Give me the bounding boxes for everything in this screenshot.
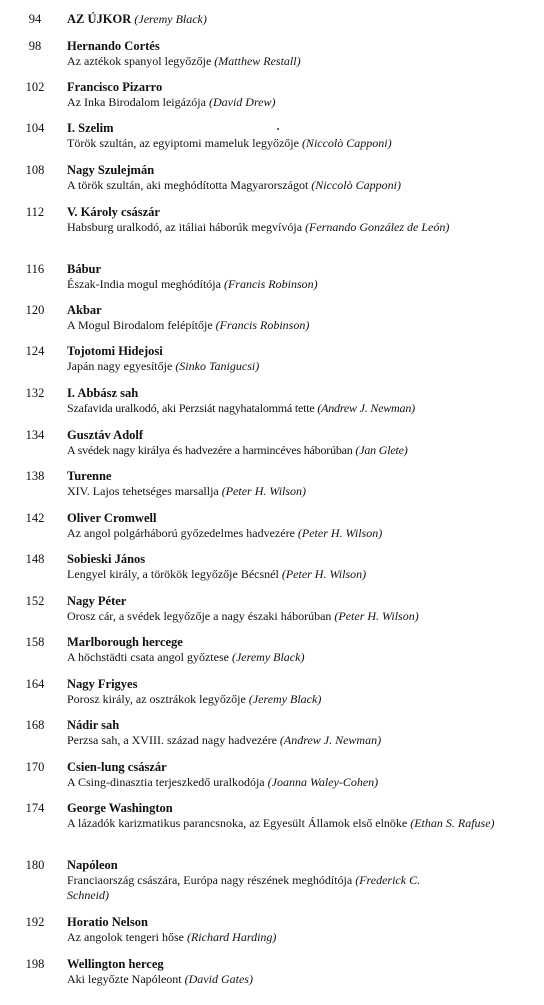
page-number: 180 bbox=[25, 858, 45, 872]
entry-desc: Török szultán, az egyiptomi mameluk legyőzője bbox=[67, 136, 302, 150]
entry-author: (David Gates) bbox=[184, 972, 253, 986]
page-number: 158 bbox=[25, 635, 45, 649]
page-number: 164 bbox=[25, 677, 45, 691]
entry-author: (Andrew J. Newman) bbox=[279, 733, 382, 747]
entry-body bbox=[67, 205, 484, 235]
entry-description bbox=[67, 277, 530, 292]
entry-author: (Fernando González de León) bbox=[305, 220, 450, 234]
entry-body bbox=[67, 12, 530, 27]
page-number: 124 bbox=[25, 344, 45, 358]
entry-desc: Porosz király, az osztrákok legyőzője bbox=[67, 692, 249, 706]
entry-author: (Frederick C. Schneid) bbox=[67, 873, 421, 902]
entry-title: Turenne bbox=[67, 469, 112, 483]
entry-title: Napóleon bbox=[67, 858, 118, 872]
entry-desc: Észak-India mogul meghódítója bbox=[67, 277, 224, 291]
entry-description bbox=[67, 775, 530, 790]
entry-author: (Niccolò Capponi) bbox=[301, 136, 392, 150]
entry-description bbox=[67, 650, 530, 665]
entry-description bbox=[67, 136, 530, 151]
page-number: 198 bbox=[25, 957, 45, 971]
entry-author: (Jeremy Black) bbox=[248, 692, 322, 706]
entry-author: (Matthew Restall) bbox=[214, 54, 301, 68]
section-heading bbox=[67, 12, 530, 27]
page-number: 102 bbox=[25, 80, 45, 94]
entry-desc: Lengyel király, a törökök legyőzője Bécsnél bbox=[67, 567, 282, 581]
entry-description bbox=[67, 359, 530, 374]
speck-mark bbox=[277, 128, 279, 130]
entry-author: (Peter H. Wilson) bbox=[281, 567, 367, 581]
page-number: 152 bbox=[25, 594, 45, 608]
entry-desc: Szafavida uralkodó, aki Perzsiát nagyhatalommá tette bbox=[67, 401, 318, 415]
entry-description bbox=[67, 95, 530, 110]
entry-title: Marlborough hercege bbox=[67, 635, 183, 649]
entry-title: Francisco Pizarro bbox=[67, 80, 163, 94]
entry-title: Gusztáv Adolf bbox=[67, 428, 144, 442]
page-number: 120 bbox=[25, 303, 45, 317]
entry-desc: Japán nagy egyesítője bbox=[67, 359, 176, 373]
page-number: 134 bbox=[25, 428, 45, 442]
entry-body bbox=[67, 121, 530, 151]
entry-body bbox=[67, 80, 530, 110]
page-number: 108 bbox=[25, 163, 45, 177]
entry-description bbox=[67, 484, 530, 499]
page-number: 138 bbox=[25, 469, 45, 483]
entry-desc: Orosz cár, a svédek legyőzője a nagy északi háborúban bbox=[67, 609, 335, 623]
page-number: 116 bbox=[25, 262, 45, 276]
entry-title: Nagy Szulejmán bbox=[67, 163, 155, 177]
page-number: 192 bbox=[25, 915, 45, 929]
entry-desc: Habsburg uralkodó, az itáliai háborúk megvívója bbox=[67, 220, 306, 234]
entry-title: Akbar bbox=[67, 303, 102, 317]
entry-author: (Peter H. Wilson) bbox=[221, 484, 307, 498]
entry-body bbox=[67, 39, 530, 69]
entry-body bbox=[67, 344, 530, 374]
entry-description bbox=[67, 178, 530, 193]
entry-author: (Joanna Waley-Cohen) bbox=[267, 775, 379, 789]
entry-author: (Ethan S. Rafuse) bbox=[410, 816, 495, 830]
entry-title: Bábur bbox=[67, 262, 102, 276]
entry-desc: Az angol polgárháború győzedelmes hadvezére bbox=[67, 526, 298, 540]
entry-author: (David Drew) bbox=[208, 95, 276, 109]
entry-author: (Andrew J. Newman) bbox=[317, 401, 415, 415]
entry-body bbox=[67, 801, 504, 831]
entry-description bbox=[67, 318, 530, 333]
entry-author: (Jan Glete) bbox=[355, 443, 408, 457]
entry-desc: Perzsa sah, a XVIII. század nagy hadvezére bbox=[67, 733, 280, 747]
entry-desc: A török szultán, aki meghódította Magyarországot bbox=[67, 178, 312, 192]
entry-desc: Franciaország császára, Európa nagy részének meghódítója bbox=[67, 873, 356, 887]
entry-author: (Francis Robinson) bbox=[215, 318, 310, 332]
entry-body bbox=[67, 552, 530, 582]
entry-title: AZ ÚJKOR bbox=[67, 12, 132, 26]
entry-title: Horatio Nelson bbox=[67, 915, 148, 929]
entry-body bbox=[67, 386, 540, 416]
entry-desc: A Csing-dinasztia terjeszkedő uralkodója bbox=[67, 775, 268, 789]
entry-body bbox=[67, 677, 530, 707]
entry-title: Nagy Frigyes bbox=[67, 677, 138, 691]
entry-description bbox=[67, 816, 504, 831]
entry-author: (Sinko Tanigucsi) bbox=[175, 359, 260, 373]
entry-title: Tojotomi Hidejosi bbox=[67, 344, 163, 358]
entry-description bbox=[67, 930, 530, 945]
entry-body bbox=[67, 858, 454, 903]
entry-title: I. Szelim bbox=[67, 121, 114, 135]
entry-description bbox=[67, 567, 530, 582]
page-number: 94 bbox=[28, 12, 42, 26]
entry-description bbox=[67, 733, 530, 748]
entry-description bbox=[67, 609, 530, 624]
entry-body bbox=[67, 915, 530, 945]
entry-title: Nádir sah bbox=[67, 718, 120, 732]
entry-title: Oliver Cromwell bbox=[67, 511, 157, 525]
entry-title: Csien-lung császár bbox=[67, 760, 167, 774]
entry-body bbox=[67, 163, 530, 193]
entry-title: Nagy Péter bbox=[67, 594, 127, 608]
entry-body bbox=[67, 262, 530, 292]
entry-description bbox=[67, 873, 454, 903]
entry-desc: A lázadók karizmatikus parancsnoka, az Egyesült Államok első elnöke bbox=[67, 816, 411, 830]
entry-desc: Az aztékok spanyol legyőzője bbox=[67, 54, 215, 68]
entry-description bbox=[67, 692, 530, 707]
entry-desc: A svédek nagy királya és hadvezére a harmincéves háborúban bbox=[67, 443, 356, 457]
entry-title: Wellington herceg bbox=[67, 957, 164, 971]
entry-body bbox=[67, 635, 530, 665]
page-number: 112 bbox=[25, 205, 45, 219]
entry-author: (Jeremy Black) bbox=[134, 12, 207, 26]
entry-body bbox=[67, 511, 530, 541]
entry-body bbox=[67, 760, 530, 790]
entry-author: (Peter H. Wilson) bbox=[334, 609, 419, 623]
entry-title: George Washington bbox=[67, 801, 173, 815]
page-number: 174 bbox=[25, 801, 45, 815]
entry-desc: Az Inka Birodalom leigázója bbox=[67, 95, 209, 109]
entry-desc: Aki legyőzte Napóleont bbox=[67, 972, 185, 986]
entry-description bbox=[67, 401, 540, 416]
entry-desc: XIV. Lajos tehetséges marsallja bbox=[67, 484, 222, 498]
entry-author: (Richard Harding) bbox=[186, 930, 277, 944]
entry-desc: A höchstädti csata angol győztese bbox=[67, 650, 232, 664]
entry-description bbox=[67, 972, 530, 987]
entry-description bbox=[67, 220, 484, 235]
entry-author: (Jeremy Black) bbox=[231, 650, 305, 664]
entry-title: I. Abbász sah bbox=[67, 386, 139, 400]
page-number: 148 bbox=[25, 552, 45, 566]
entry-desc: Az angolok tengeri hőse bbox=[67, 930, 187, 944]
page-number: 170 bbox=[25, 760, 45, 774]
entry-body bbox=[67, 428, 540, 458]
entry-description bbox=[67, 54, 530, 69]
page-number: 142 bbox=[25, 511, 45, 525]
entry-body bbox=[67, 469, 530, 499]
page-number: 132 bbox=[25, 386, 45, 400]
entry-body bbox=[67, 303, 530, 333]
entry-author: (Peter H. Wilson) bbox=[297, 526, 383, 540]
entry-desc: A Mogul Birodalom felépítője bbox=[67, 318, 216, 332]
page-number: 98 bbox=[28, 39, 42, 53]
entry-title: Hernando Cortés bbox=[67, 39, 160, 53]
entry-author: (Niccolò Capponi) bbox=[311, 178, 401, 192]
entry-body bbox=[67, 957, 530, 987]
entry-title: Sobieski János bbox=[67, 552, 146, 566]
page-number: 104 bbox=[25, 121, 45, 135]
entry-body bbox=[67, 718, 530, 748]
entry-author: (Francis Robinson) bbox=[223, 277, 318, 291]
entry-description bbox=[67, 443, 540, 458]
entry-title: V. Károly császár bbox=[67, 205, 160, 219]
page-number: 168 bbox=[25, 718, 45, 732]
entry-description bbox=[67, 526, 530, 541]
entry-body bbox=[67, 594, 530, 624]
